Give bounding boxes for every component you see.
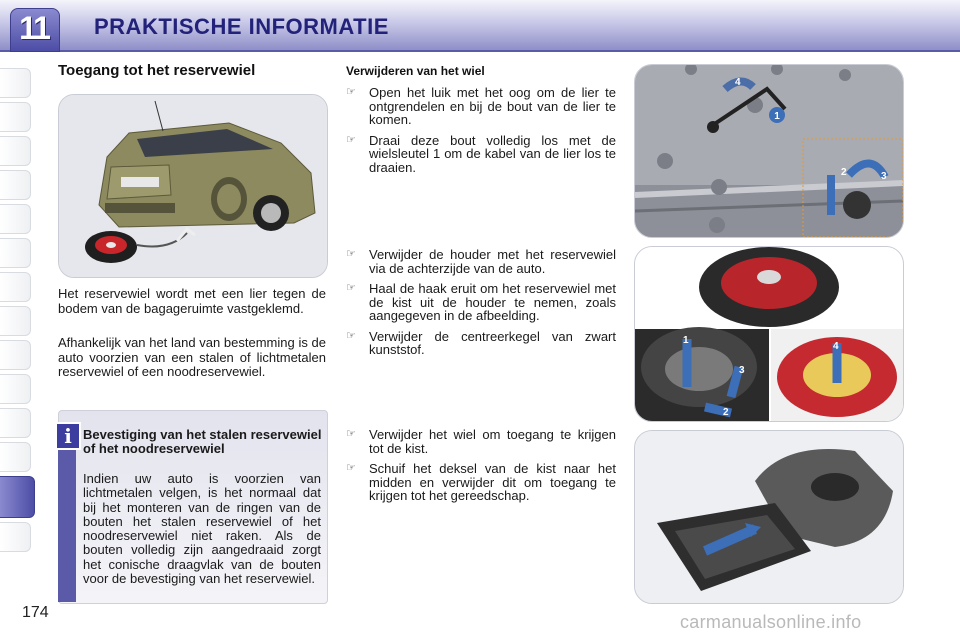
wheel-callout-3: 3 [739,365,745,376]
thumb-tab-active[interactable] [0,476,35,518]
list-item: ☞ Draai deze bout volledig los met de wielsleutel 1 om de kabel van de lier los te draaien. [346,132,616,175]
wheel-removal-illustration [634,246,904,422]
list-item: ☞ Verwijder de houder met het reservewiel via de achterzijde van de auto. [346,247,616,276]
wheel-callout-2: 2 [723,407,729,418]
info-icon: i [55,422,81,450]
winch-drawing [635,65,903,237]
thumb-tab[interactable] [0,340,31,370]
subsection-heading: Verwijderen van het wiel [346,64,485,78]
winch-illustration [634,64,904,238]
info-title: Bevestiging van het stalen reservewiel of het noodreservewiel [83,427,322,456]
watermark: carmanualsonline.info [680,612,862,632]
list-item: ☞ Open het luik met het oog om de lier te ontgrendelen en bij de bout van de lier te komen. [346,85,616,127]
winch-callout-2: 2 [841,167,847,178]
info-box-accent [58,432,76,602]
thumb-tab[interactable] [0,442,31,472]
toolbox-drawing [635,431,903,603]
pointer-bullet-icon: ☞ [346,428,356,440]
chapter-thumb-tabs [0,68,34,578]
toolbox-illustration [634,430,904,604]
intro-paragraph: Het reservewiel wordt met een lier tegen de bodem van de bagageruimte vastgeklemd. [58,286,326,316]
thumb-tab[interactable] [0,170,31,200]
car-illustration [59,95,327,277]
thumb-tab[interactable] [0,306,31,336]
chapter-number: 11 [19,10,49,46]
thumb-tab[interactable] [0,102,31,132]
info-body: Indien uw auto is voorzien van lichtmetalen velgen, is het normaal dat bij het monteren van de ringen van de bouten het stalen reservewiel of het noodreservewiel niet raken. Als de bouten volledig zijn aangedraaid zorgt het conische draagvlak van de bouten voor de bevestiging van het reservewiel. [83,471,321,587]
pointer-bullet-icon: ☞ [346,248,356,260]
page-number: 174 [22,604,49,621]
wheel-callout-1: 1 [683,335,689,346]
thumb-tab[interactable] [0,408,31,438]
wheel-callout-4: 4 [833,341,839,352]
list-item: ☞ Haal de haak eruit om het reservewiel met de kist uit de houder te nemen, zoals aangegeven in de afbeelding. [346,281,616,323]
list-item: ☞ Schuif het deksel van de kist naar het midden en verwijder dit om toegang te krijgen tot het gereedschap. [346,461,616,503]
thumb-tab[interactable] [0,68,31,98]
variant-paragraph: Afhankelijk van het land van bestemming is de auto voorzien van een stalen of lichtmetalen reservewiel of een noodreservewiel. [58,335,326,379]
wheel-removal-drawing [635,247,903,421]
winch-callout-4: 4 [735,77,741,88]
pointer-bullet-icon: ☞ [346,86,356,98]
list-item: ☞ Verwijder het wiel om toegang te krijgen tot de kist. [346,427,616,456]
winch-callout-3: 3 [881,171,887,182]
page-title: PRAKTISCHE INFORMATIE [94,14,389,39]
thumb-tab[interactable] [0,272,31,302]
header-rule [0,50,960,52]
thumb-tab[interactable] [0,204,31,234]
section-heading: Toegang tot het reservewiel [58,62,256,79]
winch-callout-1: 1 [774,111,780,122]
thumb-tab[interactable] [0,374,31,404]
step-list-removal [346,248,616,364]
pointer-bullet-icon: ☞ [346,282,356,294]
thumb-tab[interactable] [0,136,31,166]
car-spare-wheel-illustration [58,94,328,278]
thumb-tab[interactable] [0,238,31,268]
pointer-bullet-icon: ☞ [346,462,356,474]
thumb-tab[interactable] [0,522,31,552]
pointer-bullet-icon: ☞ [346,329,356,342]
pointer-bullet-icon: ☞ [346,133,356,146]
list-item: ☞ Verwijder de centreerkegel van zwart kunststof. [346,328,616,357]
step-list-winch [346,86,616,181]
step-list-tools [346,428,616,510]
